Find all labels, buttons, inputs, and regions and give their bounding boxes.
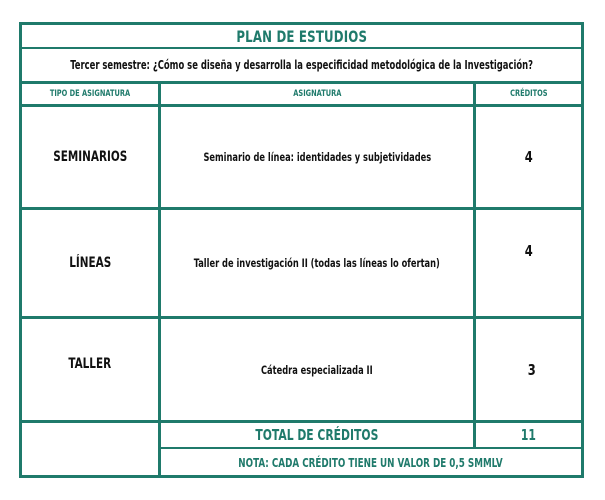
row-3-credits-cell xyxy=(479,319,584,420)
total-value: 11 xyxy=(520,426,537,444)
row-1-type: SEMINARIOS xyxy=(52,149,128,165)
row-1-credits: 4 xyxy=(524,148,533,166)
plan-title-cell xyxy=(22,25,581,47)
header-credits-cell xyxy=(476,84,581,104)
row-3-type-cell xyxy=(22,312,158,416)
row-2-type: LÍNEAS xyxy=(69,255,111,271)
semester-subtitle: Tercer semestre: ¿Cómo se diseña y desarrolla la especificidad metodológica de la Investigación? xyxy=(70,58,533,72)
semester-subtitle-cell xyxy=(22,49,581,81)
plan-title: PLAN DE ESTUDIOS xyxy=(236,26,367,46)
total-value-cell xyxy=(476,423,581,447)
total-label: TOTAL DE CRÉDITOS xyxy=(255,426,379,444)
row-2-subject: Taller de investigación II (todas las líneas lo ofertan) xyxy=(193,256,441,270)
row-3-credits: 3 xyxy=(527,360,536,379)
row-3-subject-cell xyxy=(161,319,473,420)
header-subject-cell xyxy=(161,84,473,104)
header-type: TIPO DE ASIGNATURA xyxy=(49,89,131,99)
row-1-type-cell xyxy=(22,107,158,207)
row-2-type-cell xyxy=(22,210,158,316)
row-2-subject-cell xyxy=(161,210,473,316)
row-1-subject-cell xyxy=(161,107,473,207)
header-type-cell xyxy=(22,84,158,104)
total-label-cell xyxy=(161,423,473,447)
note-cell xyxy=(161,449,581,475)
header-subject: ASIGNATURA xyxy=(292,89,342,99)
row-3-subject: Cátedra especializada II xyxy=(261,362,373,377)
row-3-type: TALLER xyxy=(68,356,112,372)
row-1-subject: Seminario de línea: identidades y subjetividades xyxy=(203,150,431,164)
header-credits: CRÉDITOS xyxy=(509,89,548,99)
row-2-credits: 4 xyxy=(524,242,533,260)
credit-value-note: NOTA: CADA CRÉDITO TIENE UN VALOR DE 0,5 SMMLV xyxy=(238,454,504,470)
row-1-credits-cell xyxy=(476,107,581,207)
row-2-credits-cell xyxy=(476,198,581,304)
